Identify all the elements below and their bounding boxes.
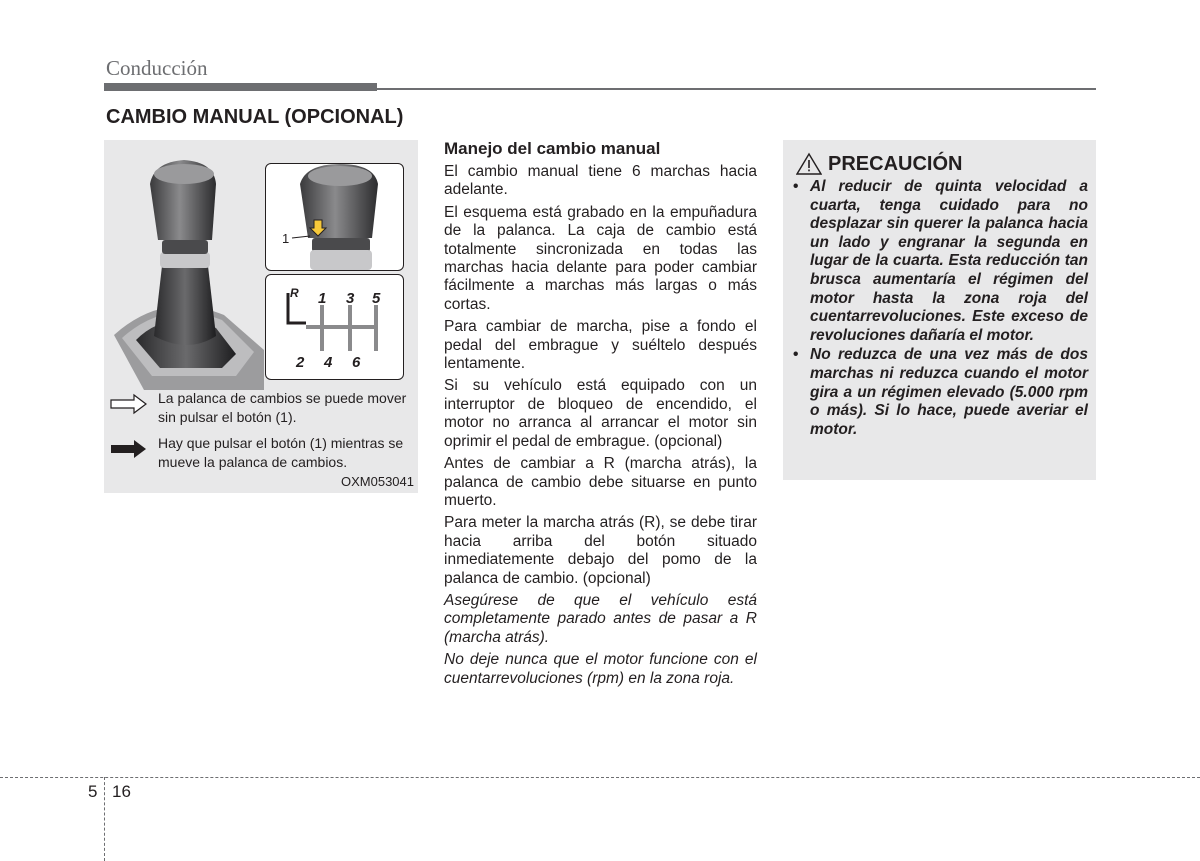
paragraph: Para cambiar de marcha, pise a fondo el pedal del embrague y suéltelo después lentamente. [444, 318, 757, 373]
warning-triangle-icon [796, 152, 822, 176]
gear-label-2: 2 [296, 354, 305, 371]
manual-operation-column [444, 139, 757, 692]
chapter-number: 5 [88, 782, 98, 801]
shift-pattern-inset [265, 274, 404, 380]
gear-label-r: R [290, 286, 299, 300]
button-callout-number: 1 [282, 231, 290, 246]
paragraph: El esquema está grabado en la empuñadura de la palanca. La caja de cambio está totalmente sincronizada en todas las marchas hacia delante para poder cambiar fácilmente a marchas más largas o más cortas. [444, 203, 757, 313]
chapter-header: Conducción [106, 56, 208, 80]
header-rule-thick [104, 83, 377, 91]
gear-label-1: 1 [318, 290, 327, 307]
solid-arrow-icon [110, 438, 148, 460]
gear-label-6: 6 [352, 354, 361, 371]
footer-dashed-rule [0, 777, 1200, 778]
page-number: 16 [112, 782, 131, 801]
bullet: • [793, 346, 799, 364]
gear-shifter-illustration [104, 140, 264, 390]
gear-label-5: 5 [372, 290, 381, 307]
caution-box [783, 140, 1096, 480]
caution-item [791, 346, 1088, 439]
footer-dashed-divider [104, 777, 105, 861]
gear-label-3: 3 [346, 290, 355, 307]
outline-arrow-icon [110, 393, 148, 415]
paragraph: Si su vehículo está equipado con un interruptor de bloqueo de encendido, el motor no arranca al arrancar el motor sin oprimir el pedal de embrague. (opcional) [444, 377, 757, 450]
caution-title: PRECAUCIÓN [828, 152, 963, 175]
shift-pattern-diagram [266, 275, 403, 379]
section-title: CAMBIO MANUAL (OPCIONAL) [106, 106, 404, 128]
italic-note: Asegúrese de que el vehículo está completamente parado antes de pasar a R (marcha atrás). [444, 591, 757, 646]
gear-shifter-figure [104, 140, 418, 493]
gear-label-4: 4 [324, 354, 333, 371]
legend-text-free-move: La palanca de cambios se puede mover sin pulsar el botón (1). [158, 390, 407, 425]
legend-text-press-button: Hay que pulsar el botón (1) mientras se mueve la palanca de cambios. [158, 435, 404, 470]
legend-item-free-move [110, 389, 410, 427]
caution-item-text: Al reducir de quinta velocidad a cuarta, tenga cuidado para no desplazar sin querer la palanca hacia un lado y engranar la segunda en lugar de la cuarta. Esta reducción tan brusca aumentaría el régimen del motor hasta la zona roja del cuentarrevoluciones. Este exceso de revoluciones dañaría el motor. [810, 178, 1088, 344]
caution-header [796, 152, 962, 176]
paragraph: El cambio manual tiene 6 marchas hacia adelante. [444, 163, 757, 199]
knob-detail-illustration [266, 164, 403, 270]
paragraph: Antes de cambiar a R (marcha atrás), la palanca de cambio debe situarse en punto muerto. [444, 455, 757, 509]
header-rule-thin [377, 88, 1096, 90]
knob-detail-inset [265, 163, 404, 271]
caution-item [791, 178, 1088, 345]
bullet: • [793, 178, 799, 195]
figure-code: OXM053041 [341, 474, 414, 489]
caution-list [791, 178, 1088, 440]
legend-item-press-button [110, 434, 410, 472]
manual-heading: Manejo del cambio manual [444, 139, 661, 158]
paragraph: Para meter la marcha atrás (R), se debe tirar hacia arriba del botón situado inmediatemente debajo del pomo de la palanca de cambio. (opcional) [444, 514, 757, 587]
caution-item-text: No reduzca de una vez más de dos marchas ni reduzca cuando el motor gira a un régimen elevado (5.000 rpm o más). Si lo hace, puede averiar el motor. [810, 346, 1088, 438]
italic-note: No deje nunca que el motor funcione con el cuentarrevoluciones (rpm) en la zona roja. [444, 651, 757, 687]
